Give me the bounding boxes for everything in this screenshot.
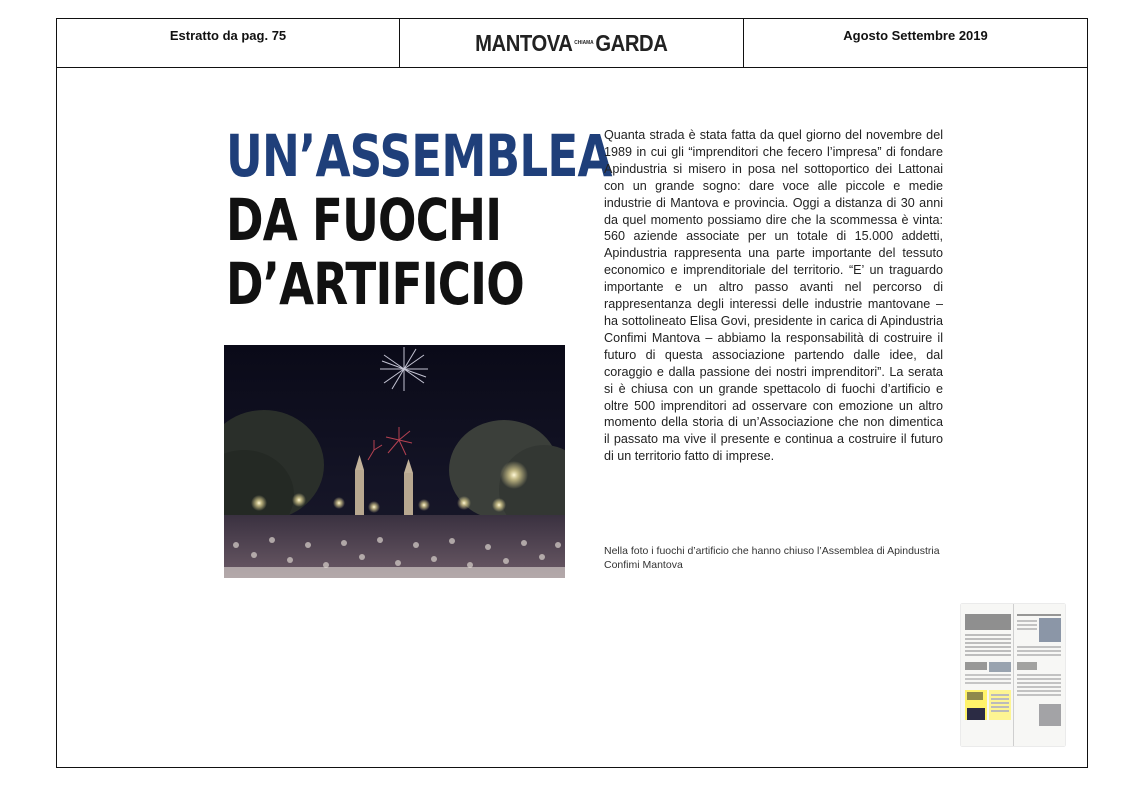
fireworks-photo-image xyxy=(224,345,565,578)
article-body: Quanta strada è stata fatta da quel giorno del novembre del 1989 in cui gli “imprenditori che fecero l’impresa” di fondare Apindustria si misero in posa nel sottoportico dei Lattonai con un grande sogno: dare voce alle piccole e medie industrie di Mantova e provincia. Oggi a distanza di 30 anni da quel momento possiamo dire che la scommessa è vinta: 560 aziende associate per un totale di 15.000 addetti, Apindustria rappresenta una parte importante del tessuto economico e imprenditoriale del territorio. “E’ un traguardo importante e un altro passo avanti nel percorso di rappresentanza degli interessi delle industrie mantovane – ha sottolineato Elisa Govi, presidente in carica di Apindustria Confimi Mantova – abbiamo la responsabilità di costruire il futuro di questa associazione partendo dalle idee, dal coraggio e dalla passione dei nostri imprenditori”. La serata si è chiusa con un grande spettacolo di fuochi d’artificio e oltre 500 imprenditori ad osservare con emozione un altro momento della storia di un’Associazione che non dimentica il passato ma vive il presente e continua a costruire il futuro di un territorio fatto di imprese. xyxy=(604,128,943,464)
headline-line-2: DA FUOCHI xyxy=(226,186,502,254)
clipping-header xyxy=(57,19,1087,68)
photo-caption: Nella foto i fuochi d’artificio che hanno chiuso l’Assemblea di Apindustria Confimi Mantova xyxy=(604,545,940,571)
article-headline xyxy=(226,124,612,316)
page-reference: Estratto da pag. 75 xyxy=(57,19,400,67)
headline-line-1: UN’ASSEMBLEA xyxy=(226,122,612,190)
masthead-left: MANTOVA xyxy=(475,29,573,56)
masthead-cell xyxy=(400,19,744,67)
issue-date: Agosto Settembre 2019 xyxy=(843,28,988,43)
masthead-logo xyxy=(475,30,667,57)
page-thumbnail xyxy=(961,604,1065,746)
masthead-separator: CHIAMA xyxy=(574,40,594,46)
fireworks-photo xyxy=(224,345,565,578)
masthead-right: GARDA xyxy=(595,29,668,56)
headline-line-3: D’ARTIFICIO xyxy=(226,250,524,318)
page-thumbnail-image xyxy=(961,604,1065,746)
